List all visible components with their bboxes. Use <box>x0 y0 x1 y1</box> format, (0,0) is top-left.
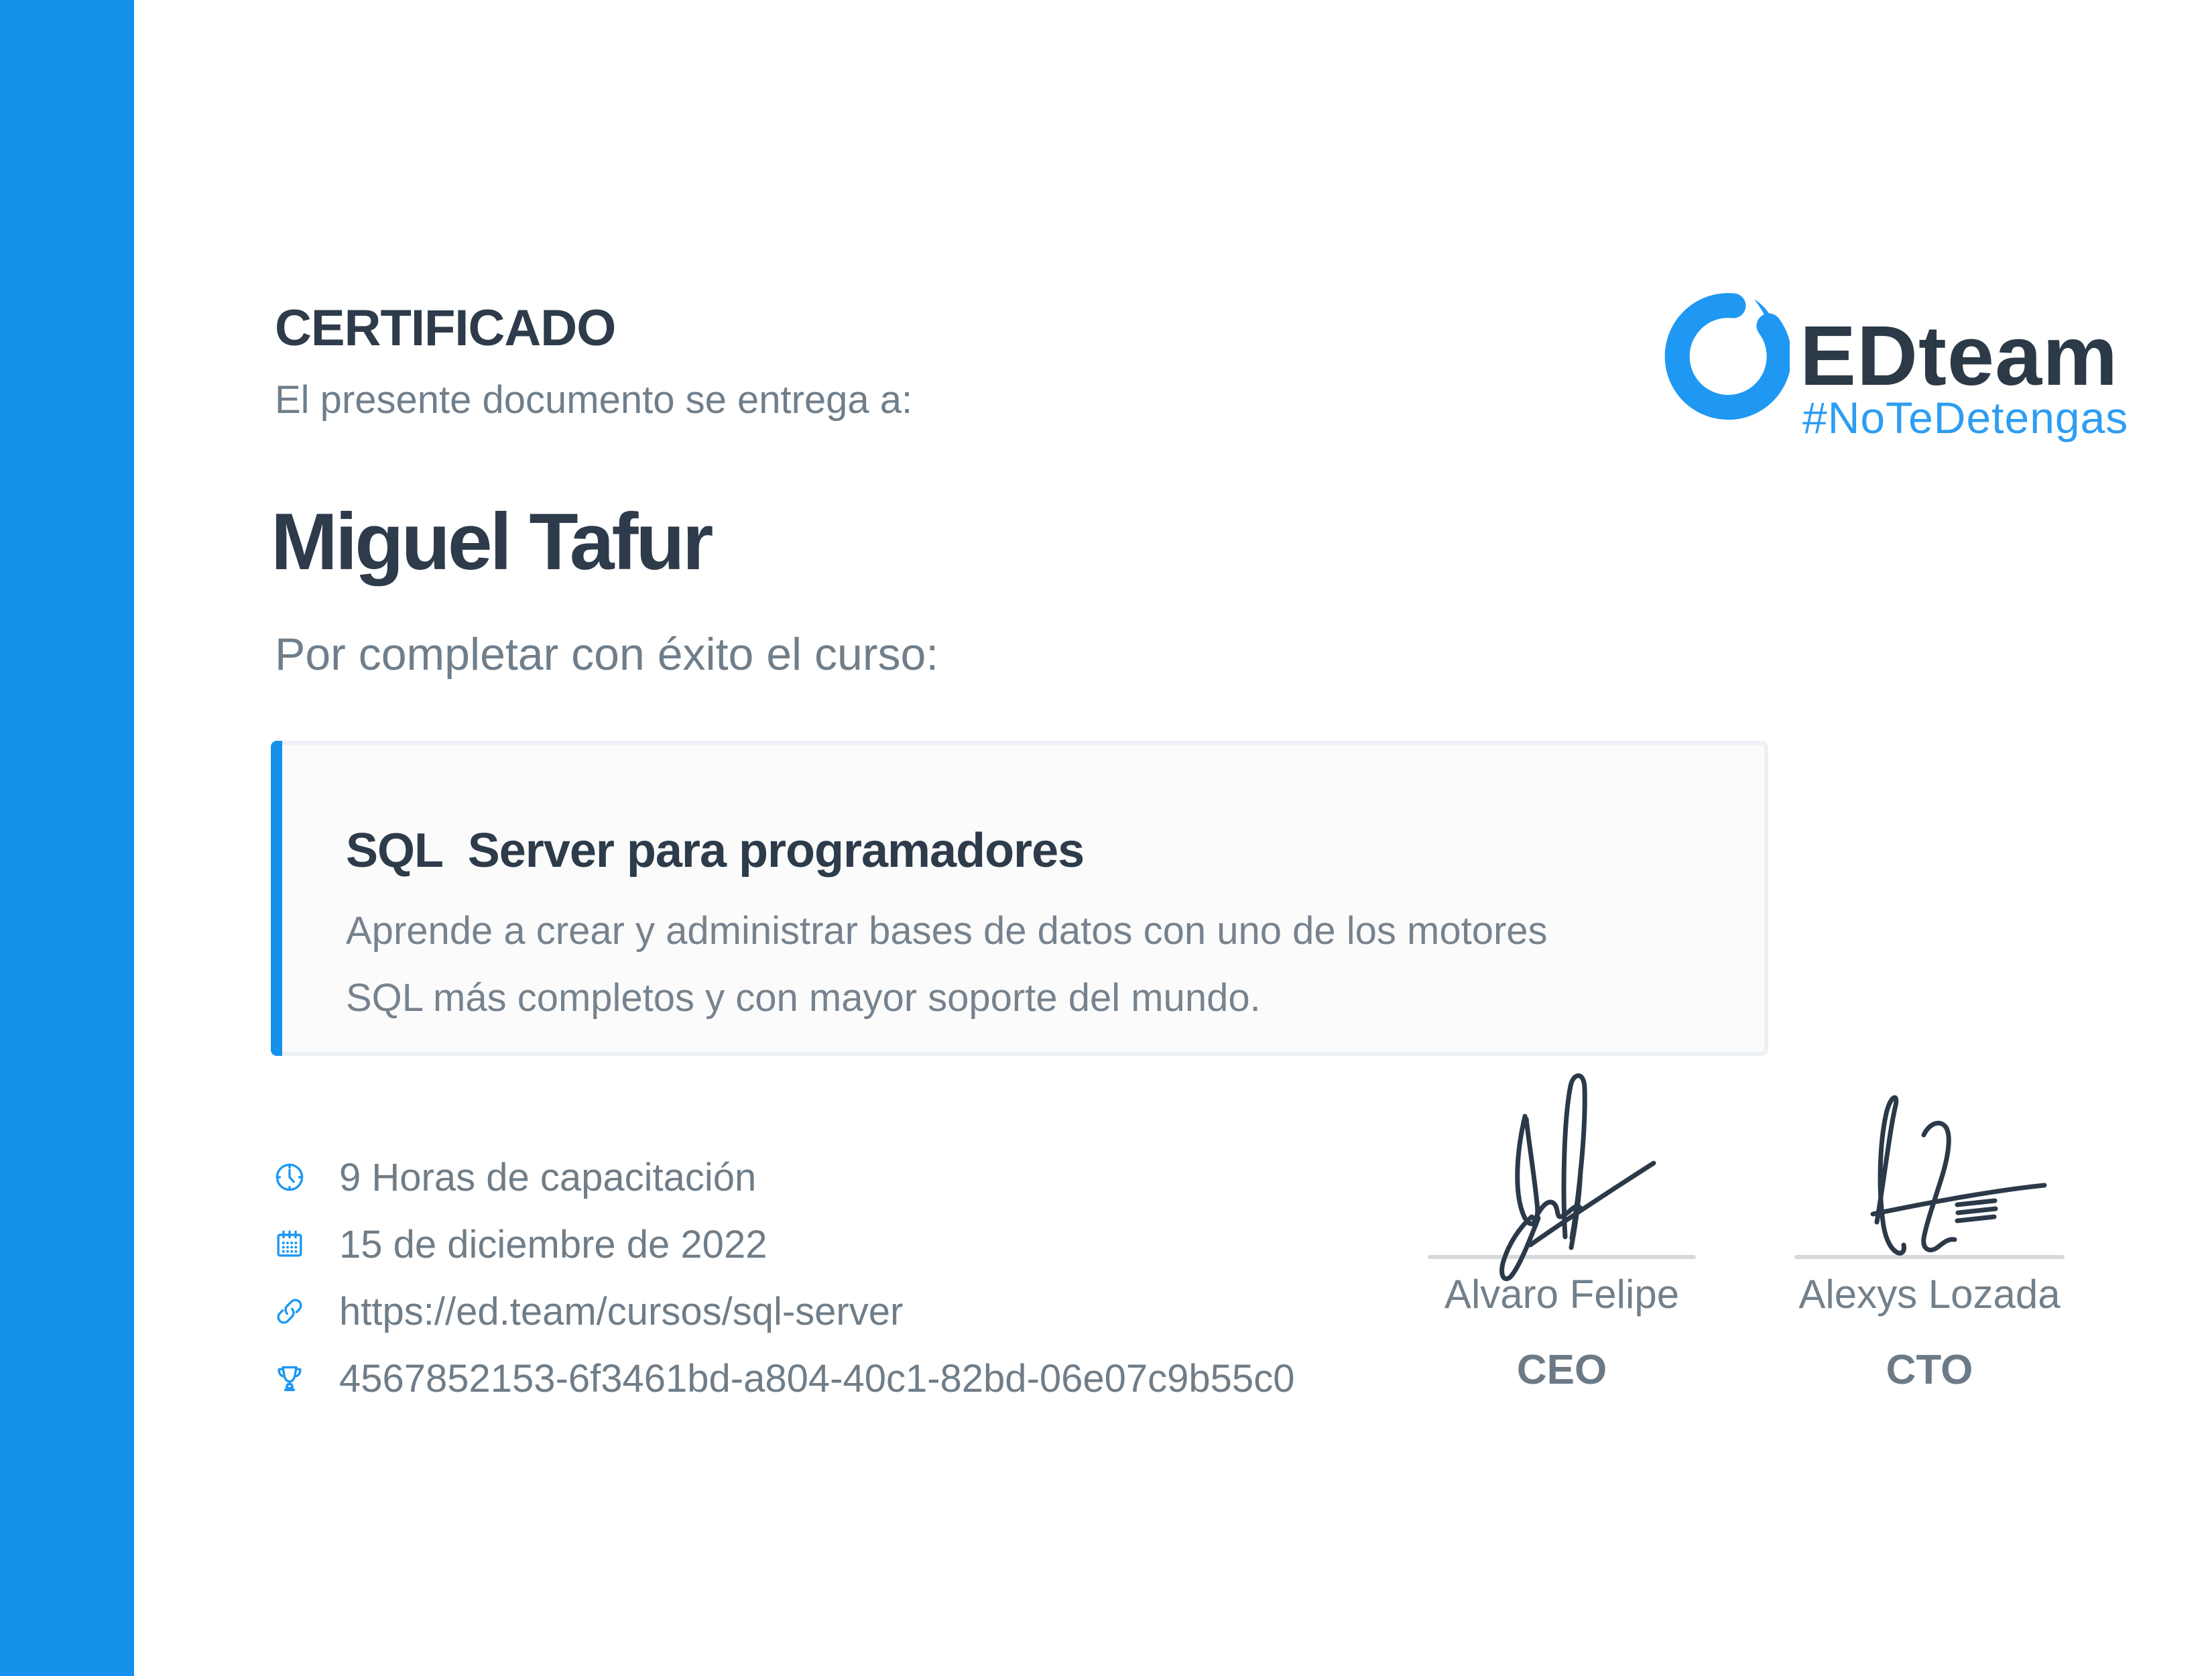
certificate-id-text: 4567852153-6f3461bd-a804-40c1-82bd-06e07c9b55c0 <box>339 1356 1295 1400</box>
ceo-signature-icon <box>1465 1069 1693 1284</box>
course-details-list <box>273 1144 1294 1412</box>
detail-row-certificate-id <box>273 1345 1294 1412</box>
edteam-ring-icon <box>1652 283 1790 440</box>
calendar-icon <box>273 1228 306 1260</box>
link-icon <box>273 1295 306 1327</box>
date-text: 15 de diciembre de 2022 <box>339 1222 767 1266</box>
edteam-logo <box>1652 283 2162 451</box>
course-title: SQL Server para programadores <box>346 824 1085 878</box>
duration-text: 9 Horas de capacitación <box>339 1155 757 1199</box>
cto-signature-icon <box>1870 1080 2058 1281</box>
cto-role: CTO <box>1886 1347 1973 1393</box>
signature-block-cto <box>1794 1069 2065 1418</box>
certificate-title: CERTIFICADO <box>275 300 616 357</box>
detail-row-date <box>273 1211 1294 1278</box>
certificate-subtitle: El presente documento se entrega a: <box>275 378 913 422</box>
course-url-text[interactable]: https://ed.team/cursos/sql-server <box>339 1289 904 1333</box>
ceo-role: CEO <box>1516 1347 1607 1393</box>
course-description <box>346 898 1548 1032</box>
detail-row-url <box>273 1278 1294 1345</box>
course-intro-text: Por completar con éxito el curso: <box>275 629 939 680</box>
signature-block-ceo <box>1428 1069 1696 1418</box>
ceo-name: Alvaro Felipe <box>1444 1272 1680 1317</box>
edteam-tagline-text: #NoTeDetengas <box>1802 393 2129 442</box>
left-accent-bar <box>0 0 134 1676</box>
edteam-brand-text: EDteam <box>1800 308 2119 403</box>
clock-icon <box>273 1161 306 1193</box>
course-card <box>271 741 1768 1056</box>
course-description-line2: SQL más completos y con mayor soporte del mundo. <box>346 976 1261 1020</box>
recipient-name: Miguel Tafur <box>271 497 711 587</box>
detail-row-duration <box>273 1144 1294 1211</box>
course-description-line1: Aprende a crear y administrar bases de datos con uno de los motores <box>346 909 1548 953</box>
course-card-accent-bar <box>271 741 282 1056</box>
cto-name: Alexys Lozada <box>1798 1272 2061 1317</box>
trophy-icon <box>273 1362 306 1394</box>
